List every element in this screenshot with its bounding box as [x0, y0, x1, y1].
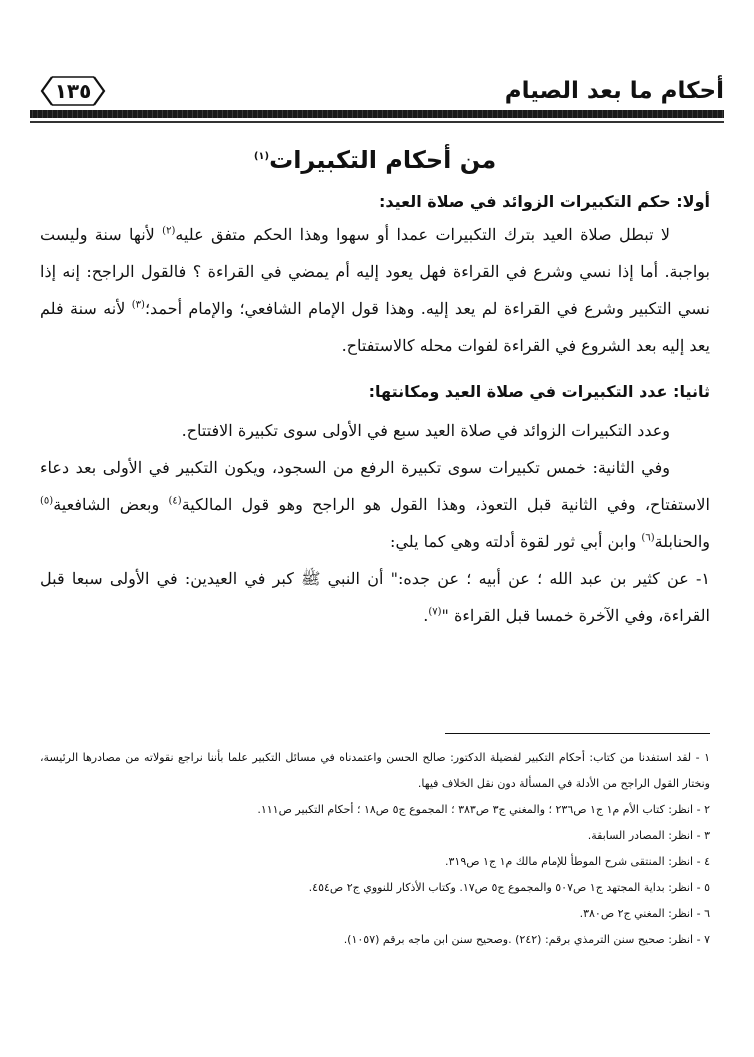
main-content [40, 140, 710, 634]
footnote-ref-6: (٦) [641, 532, 655, 544]
footnotes [40, 745, 710, 953]
footnote-separator [445, 733, 710, 734]
footnote-ref-4: (٤) [168, 495, 182, 507]
footnote-ref-1: (١) [253, 151, 270, 162]
footnote-1: ١ - لقد استفدنا من كتاب: أحكام التكبير لفضيلة الدكتور: صالح الحسن واعتمدناه في مسائل التكبير علما بأننا نراجع نقولاته من مصادرها الرئيسة، ونختار القول الراجح من الأدلة في المسألة دون نقل الخلاف فيها. [40, 751, 710, 790]
section1-text-b: لأنها سنة وليست بواجبة. أما إذا نسي وشرع في القراءة فهل يعود إليه أم يمضي في القراءة ؟ فالقول الراجح: إنه إذا نسي التكبير وشرع في القراءة لم يعد إليه. وهذا قول الإمام الشافعي؛ والإمام أحمد؛ [40, 225, 710, 318]
section1-text-c: لأنه سنة فلم يعد إليه بعد الشروع في القراءة لفوات محله كالاستفتاح. [40, 299, 710, 355]
page-number: ١٣٥ [54, 79, 92, 103]
section1-text-a: لا تبطل صلاة العيد بترك التكبيرات عمدا أو سهوا وهذا الحكم متفق عليه [175, 225, 671, 244]
footnote-6: ٦ - انظر: المغني ج٢ ص٣٨٠. [579, 907, 710, 920]
section-heading-1: أولا: حكم التكبيرات الزوائد في صلاة العيد: [379, 192, 710, 211]
spacer [40, 364, 710, 378]
section-heading-2: ثانيا: عدد التكبيرات في صلاة العيد ومكانتها: [368, 382, 710, 401]
list-item [40, 560, 710, 634]
page-number-frame [38, 74, 108, 108]
footnote-4: ٤ - انظر: المنتقى شرح الموطأ للإمام مالك م١ ج١ ص٣١٩. [445, 855, 710, 868]
footnote-5: ٥ - انظر: بداية المجتهد ج١ ص٥٠٧ والمجموع ج٥ ص١٧. وكتاب الأذكار للنووي ج٢ ص٤٥٤. [308, 881, 710, 894]
section2-paragraph-2 [40, 449, 710, 560]
section2-text-c: والحنابلة [654, 532, 710, 551]
running-title: أحكام ما بعد الصيام [504, 78, 724, 104]
section1-paragraph [40, 216, 710, 364]
header-thick-rule [30, 110, 724, 118]
section2-text-b: وبعض الشافعية [53, 495, 169, 514]
footnote-ref-2: (٢) [162, 225, 176, 237]
hadith-text: ١- عن كثير بن عبد الله ؛ عن أبيه ؛ عن جده:" أن النبي ﷺ كبر في العيدين: في الأولى سبعا قبل القراءة، وفي الآخرة خمسا قبل القراءة " [40, 569, 710, 625]
footnote-7: ٧ - انظر: صحيح سنن الترمذي برقم: (٢٤٢) .وصحيح سنن ابن ماجه برقم (١٠٥٧). [343, 933, 710, 946]
chapter-title [40, 140, 710, 180]
header-thin-rule [30, 121, 724, 123]
page-header [30, 70, 724, 118]
section2-paragraph-1: وعدد التكبيرات الزوائد في صلاة العيد سبع في الأولى سوى تكبيرة الافتتاح. [181, 421, 670, 440]
footnote-ref-7: (٧) [428, 606, 442, 618]
footnote-2: ٢ - انظر: كتاب الأم م١ ج١ ص٢٣٦ ؛ والمغني ج٣ ص٣٨٣ ؛ المجموع ج٥ ص١٨ ؛ أحكام التكبير ص١١١. [257, 803, 710, 816]
section2-text-a: وفي الثانية: خمس تكبيرات سوى تكبيرة الرفع من السجود، ويكون التكبير في الأولى بعد دعاء الاستفتاح، وفي الثانية قبل التعوذ، وهذا القول هو الراجح وهو قول المالكية [40, 458, 710, 514]
hadith-end: . [423, 606, 429, 625]
section2-text-d: وابن أبي ثور لقوة أدلته وهي كما يلي: [390, 532, 642, 551]
footnote-3: ٣ - انظر: المصادر السابقة. [587, 829, 710, 842]
chapter-title-text: من أحكام التكبيرات [269, 146, 497, 174]
footnote-ref-5: (٥) [40, 495, 54, 507]
footnote-ref-3: (٣) [131, 299, 145, 311]
